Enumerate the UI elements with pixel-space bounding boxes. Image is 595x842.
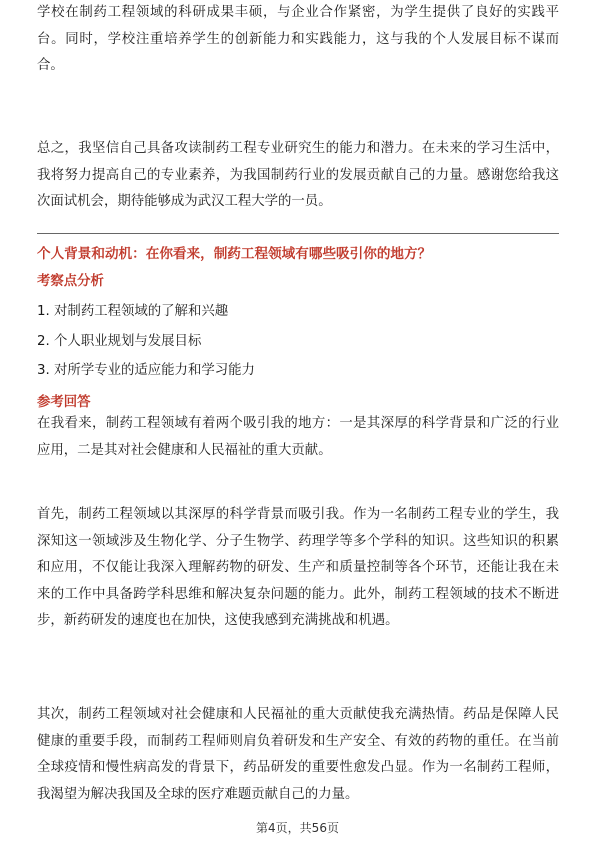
question-heading: 个人背景和动机：在你看来，制药工程领域有哪些吸引你的地方？ (37, 246, 432, 262)
page-number: 第4页，共56页 (256, 821, 339, 835)
analysis-heading: 考察点分析 (37, 274, 104, 289)
answer-heading: 参考回答 (37, 395, 91, 410)
paragraph-school-advantages: 学校在制药工程领域的科研成果丰硕，与企业合作紧密，为学生提供了良好的实践平台。同时，学校注重培养学生的创新能力和实践能力，这与我的个人发展目标不谋而合。 (37, 5, 559, 73)
paragraph-conclusion: 总之，我坚信自己具备攻读制药工程专业研究生的能力和潜力。在未来的学习生活中，我将努力提高自己的专业素养，为我国制药行业的发展贡献自己的力量。感谢您给我这次面试机会，期待能够成为武汉工程大学的一员。 (37, 141, 559, 209)
answer-first-point: 首先，制药工程领域以其深厚的科学背景而吸引我。作为一名制药工程专业的学生，我深知这一领域涉及生物化学、分子生物学、药理学等多个学科的知识。这些知识的积累和应用，不仅能让我深入理解药物的研发、生产和质量控制等各个环节，还能让我在未来的工作中具备跨学科思维和解决复杂问题的能力。此外，制药工程领域的技术不断进步，新药研发的速度也在加快，这使我感到充满挑战和机遇。 (37, 507, 559, 628)
answer-second-point: 其次，制药工程领域对社会健康和人民福祉的重大贡献使我充满热情。药品是保障人民健康的重要手段，而制药工程师则肩负着研发和生产安全、有效的药物的重任。在当前全球疫情和慢性病高发的背景下，药品研发的重要性愈发凸显。作为一名制药工程师，我渴望为解决我国及全球的医疗难题贡献自己的力量。 (37, 707, 559, 802)
list-item: 3. 对所学专业的适应能力和学习能力 (37, 363, 255, 378)
list-item: 1. 对制药工程领域的了解和兴趣 (37, 304, 229, 319)
analysis-list (37, 297, 255, 386)
list-item: 2. 个人职业规划与发展目标 (37, 333, 202, 349)
section-divider (37, 233, 559, 234)
answer-intro: 在我看来，制药工程领域有着两个吸引我的地方：一是其深厚的科学背景和广泛的行业应用，二是其对社会健康和人民福祉的重大贡献。 (37, 416, 559, 458)
